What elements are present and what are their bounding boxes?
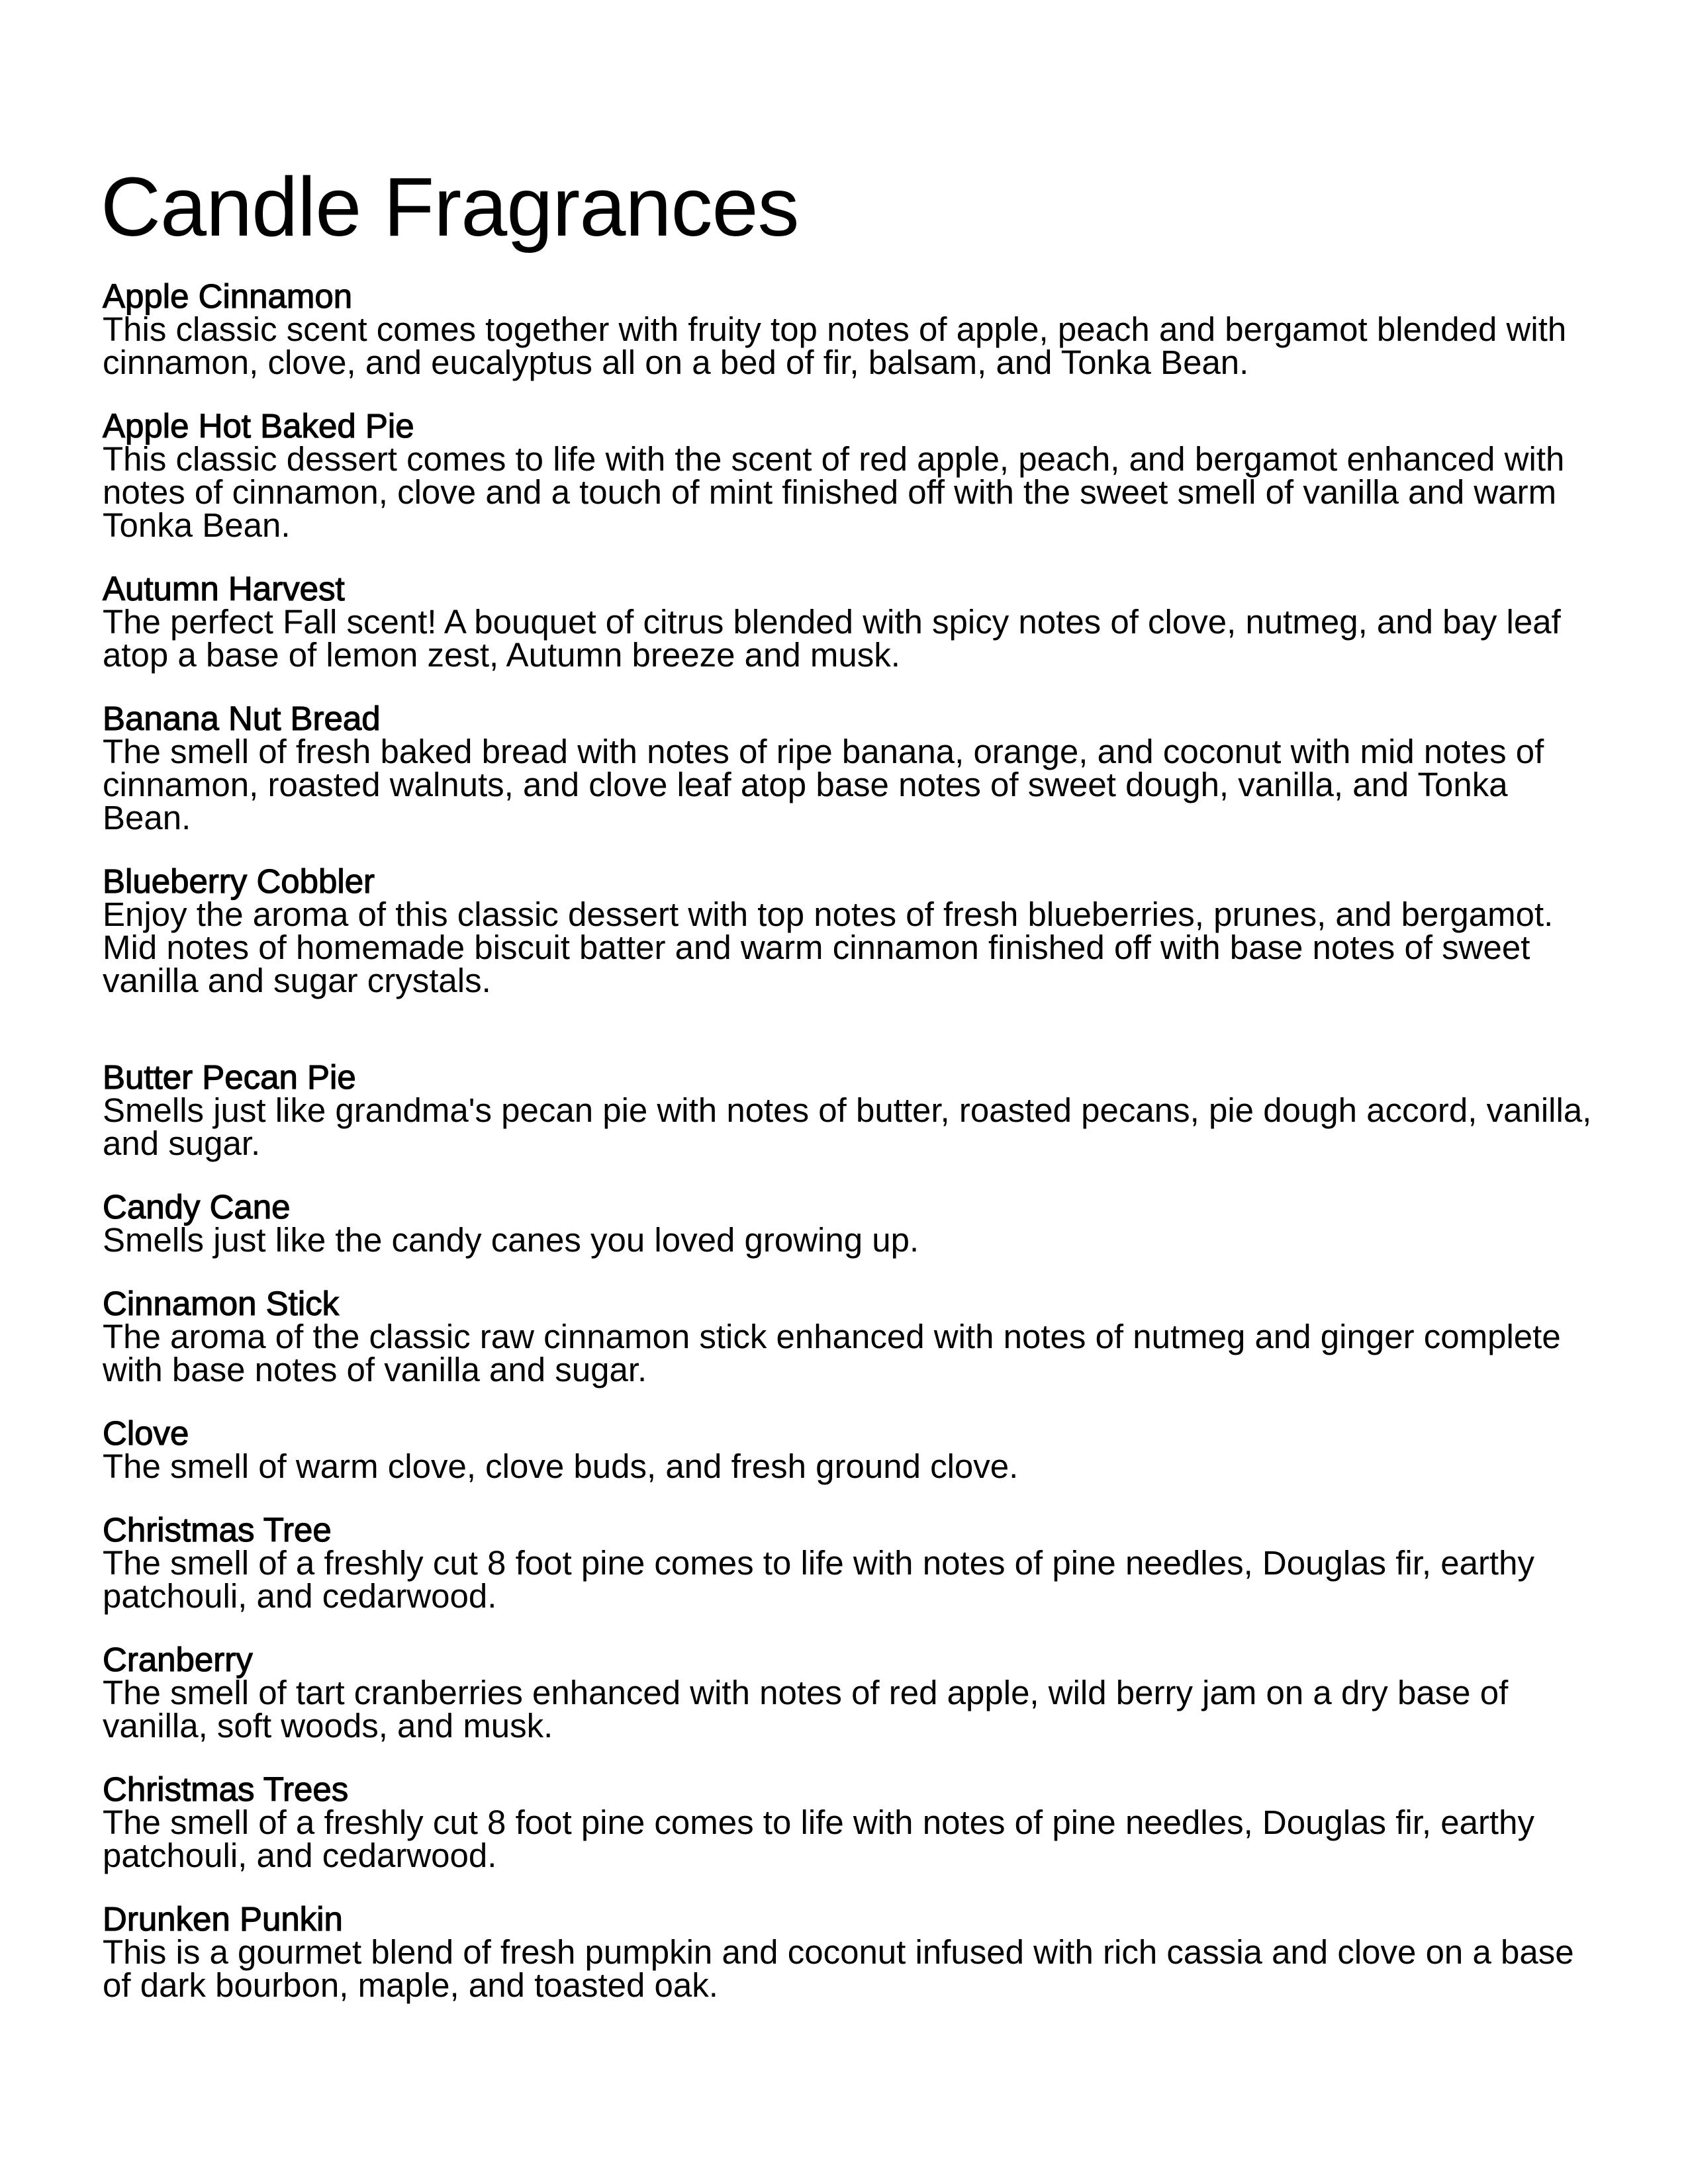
fragrance-description: The smell of a freshly cut 8 foot pine comes to life with notes of pine needles, Douglas fir, earthy patchouli, and cedarwood. xyxy=(103,1803,1534,1874)
fragrance-description: The smell of warm clove, clove buds, and fresh ground clove. xyxy=(103,1447,1019,1485)
fragrance-description: This classic dessert comes to life with the scent of red apple, peach, and bergamot enhanced with notes of cinnamon, clove and a touch of mint finished off with the sweet smell of vanilla and warm Tonka Bean. xyxy=(103,440,1565,544)
fragrance-entry xyxy=(103,572,1605,672)
fragrance-name: Christmas Tree xyxy=(103,1511,332,1549)
fragrance-entry xyxy=(103,1058,1605,1162)
fragrance-name: Apple Hot Baked Pie xyxy=(103,407,414,445)
fragrance-description: This classic scent comes together with fruity top notes of apple, peach and bergamot blended with cinnamon, clove, and eucalyptus all on a bed of fir, balsam, and Tonka Bean. xyxy=(103,310,1567,381)
fragrance-entry xyxy=(103,702,1605,835)
fragrance-description: Smells just like grandma's pecan pie with notes of butter, roasted pecans, pie dough accord, vanilla, and sugar. xyxy=(103,1091,1592,1162)
fragrance-entry xyxy=(103,1643,1605,1743)
fragrance-name: Clove xyxy=(103,1414,189,1452)
fragrance-entry xyxy=(103,862,1605,999)
fragrance-description: The perfect Fall scent! A bouquet of citrus blended with spicy notes of clove, nutmeg, and bay leaf atop a base of lemon zest, Autumn breeze and musk. xyxy=(103,603,1561,674)
fragrance-name: Blueberry Cobbler xyxy=(103,862,375,900)
fragrance-entry xyxy=(103,277,1605,381)
fragrance-entry xyxy=(103,1287,1605,1387)
fragrance-entry xyxy=(103,1900,1605,2004)
fragrance-entry xyxy=(103,1511,1605,1615)
fragrance-name: Christmas Trees xyxy=(103,1770,349,1808)
fragrance-name: Banana Nut Bread xyxy=(103,700,381,737)
fragrance-name: Butter Pecan Pie xyxy=(103,1058,356,1096)
fragrance-description: The smell of tart cranberries enhanced with notes of red apple, wild berry jam on a dry base of vanilla, soft woods, and musk. xyxy=(103,1674,1509,1745)
fragrance-entry xyxy=(103,1770,1605,1874)
fragrance-entry xyxy=(103,1188,1605,1259)
fragrance-description: The aroma of the classic raw cinnamon stick enhanced with notes of nutmeg and ginger complete with base notes of vanilla and sugar. xyxy=(103,1318,1561,1388)
fragrance-name: Candy Cane xyxy=(103,1188,291,1226)
fragrance-description: This is a gourmet blend of fresh pumpkin and coconut infused with rich cassia and clove on a base of dark bourbon, maple, and toasted oak. xyxy=(103,1933,1574,2004)
fragrance-name: Drunken Punkin xyxy=(103,1900,343,1938)
fragrance-name: Cinnamon Stick xyxy=(103,1285,340,1322)
fragrance-entry xyxy=(103,407,1605,544)
page-title: Candle Fragrances xyxy=(101,160,799,253)
fragrance-name: Apple Cinnamon xyxy=(103,277,353,315)
fragrance-description: The smell of fresh baked bread with notes of ripe banana, orange, and coconut with mid notes of cinnamon, roasted walnuts, and clove leaf atop base notes of sweet dough, vanilla, and Tonka Bean. xyxy=(103,733,1544,837)
fragrance-name: Cranberry xyxy=(103,1641,253,1678)
fragrance-entry xyxy=(103,1414,1605,1485)
fragrance-description: The smell of a freshly cut 8 foot pine comes to life with notes of pine needles, Douglas fir, earthy patchouli, and cedarwood. xyxy=(103,1544,1534,1615)
fragrance-name: Autumn Harvest xyxy=(103,570,345,608)
fragrance-description: Enjoy the aroma of this classic dessert with top notes of fresh blueberries, prunes, and bergamot. Mid notes of homemade biscuit batter and warm cinnamon finished off with base notes of sweet vanilla and sugar crystals. xyxy=(103,895,1554,999)
fragrance-list xyxy=(103,277,1605,2032)
fragrance-description: Smells just like the candy canes you loved growing up. xyxy=(103,1221,919,1259)
